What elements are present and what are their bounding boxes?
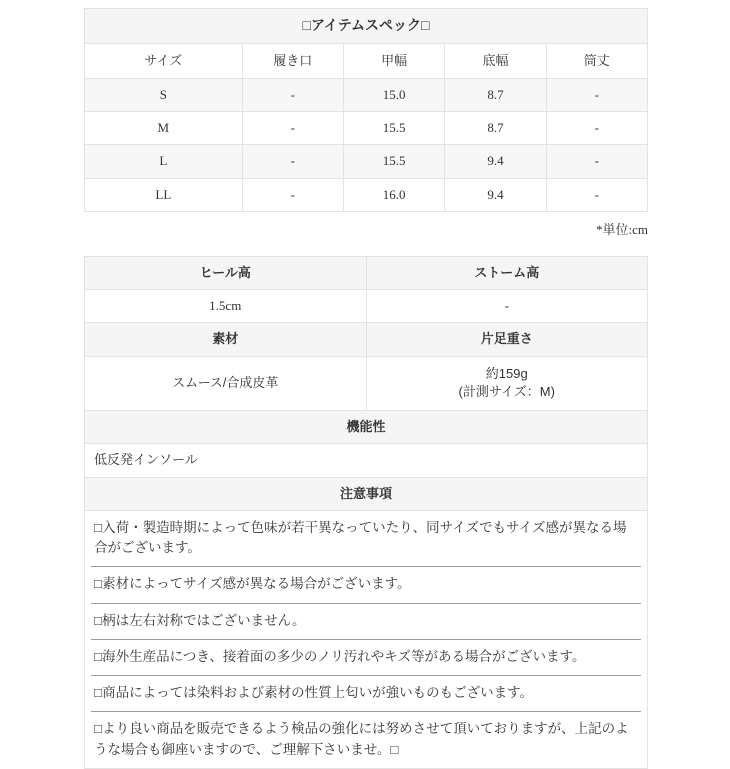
- caution-note: □海外生産品につき、接着面の多少のノリ汚れやキズ等がある場合がございます。: [91, 640, 641, 676]
- size-label: M: [85, 112, 243, 145]
- size-label: S: [85, 78, 243, 111]
- caution-note: □より良い商品を販売できるよう検品の強化には努めさせて頂いておりますが、上記のような場合も御座いますので、ご理解下さいませ。□: [94, 721, 629, 757]
- spec-cell: -: [546, 178, 647, 211]
- size-spec-table: [84, 8, 648, 212]
- functionality-header-row: [85, 411, 648, 444]
- spec-cell: 9.4: [445, 178, 546, 211]
- spec-cell: -: [546, 112, 647, 145]
- table-row-size-l: [85, 145, 648, 178]
- unit-note: *単位:cm: [596, 221, 648, 237]
- spec-cell: 9.4: [445, 145, 546, 178]
- spec-title-row: [85, 9, 648, 44]
- column-header-shaft-height: 筒丈: [546, 43, 647, 78]
- column-header-size: サイズ: [85, 43, 243, 78]
- spec-cell: 15.0: [343, 78, 444, 111]
- heel-height-label: ヒール高: [85, 256, 367, 289]
- spec-cell: -: [242, 78, 343, 111]
- heel-storm-value-row: [85, 290, 648, 323]
- column-header-instep-width: 甲幅: [343, 43, 444, 78]
- weight-value: [366, 356, 648, 411]
- heel-storm-header-row: [85, 256, 648, 289]
- spec-cell: 8.7: [445, 78, 546, 111]
- storm-height-label: ストーム高: [366, 256, 648, 289]
- material-weight-header-row: [85, 323, 648, 356]
- spec-cell: -: [546, 78, 647, 111]
- spec-cell: -: [242, 112, 343, 145]
- size-label: L: [85, 145, 243, 178]
- spec-cell: -: [546, 145, 647, 178]
- spec-cell: 15.5: [343, 145, 444, 178]
- functionality-value: 低反発インソール: [85, 444, 648, 477]
- column-header-sole-width: 底幅: [445, 43, 546, 78]
- functionality-value-row: [85, 444, 648, 477]
- spec-cell: -: [242, 178, 343, 211]
- cautions-header-row: [85, 477, 648, 510]
- caution-note: □入荷・製造時期によって色味が若干異なっていたり、同サイズでもサイズ感が異なる場合がございます。: [91, 511, 641, 568]
- caution-note: □素材によってサイズ感が異なる場合がございます。: [91, 567, 641, 603]
- functionality-label: 機能性: [85, 411, 648, 444]
- weight-value-measured-size: (計測サイズ：M): [458, 384, 555, 400]
- material-value: スムース/合成皮革: [85, 356, 367, 411]
- spec-cell: 16.0: [343, 178, 444, 211]
- size-label: LL: [85, 178, 243, 211]
- table-row-size-s: [85, 78, 648, 111]
- heel-height-value: 1.5cm: [85, 290, 367, 323]
- cautions-label: 注意事項: [85, 477, 648, 510]
- column-header-opening: 履き口: [242, 43, 343, 78]
- detail-spec-table: [84, 256, 648, 769]
- storm-height-value: -: [366, 290, 648, 323]
- material-weight-value-row: [85, 356, 648, 411]
- table-row-size-ll: [85, 178, 648, 211]
- spec-cell: 15.5: [343, 112, 444, 145]
- spec-cell: -: [242, 145, 343, 178]
- weight-value-amount: 約159g: [485, 365, 528, 381]
- spec-column-header-row: [85, 43, 648, 78]
- table-row-size-m: [85, 112, 648, 145]
- spec-table-title: □アイテムスペック□: [85, 9, 648, 44]
- caution-note: □柄は左右対称ではございません。: [91, 604, 641, 640]
- material-label: 素材: [85, 323, 367, 356]
- spec-content: [84, 0, 648, 769]
- weight-label: 片足重さ: [366, 323, 648, 356]
- caution-note: □商品によっては染料および素材の性質上匂いが強いものもございます。: [91, 676, 641, 712]
- spec-cell: 8.7: [445, 112, 546, 145]
